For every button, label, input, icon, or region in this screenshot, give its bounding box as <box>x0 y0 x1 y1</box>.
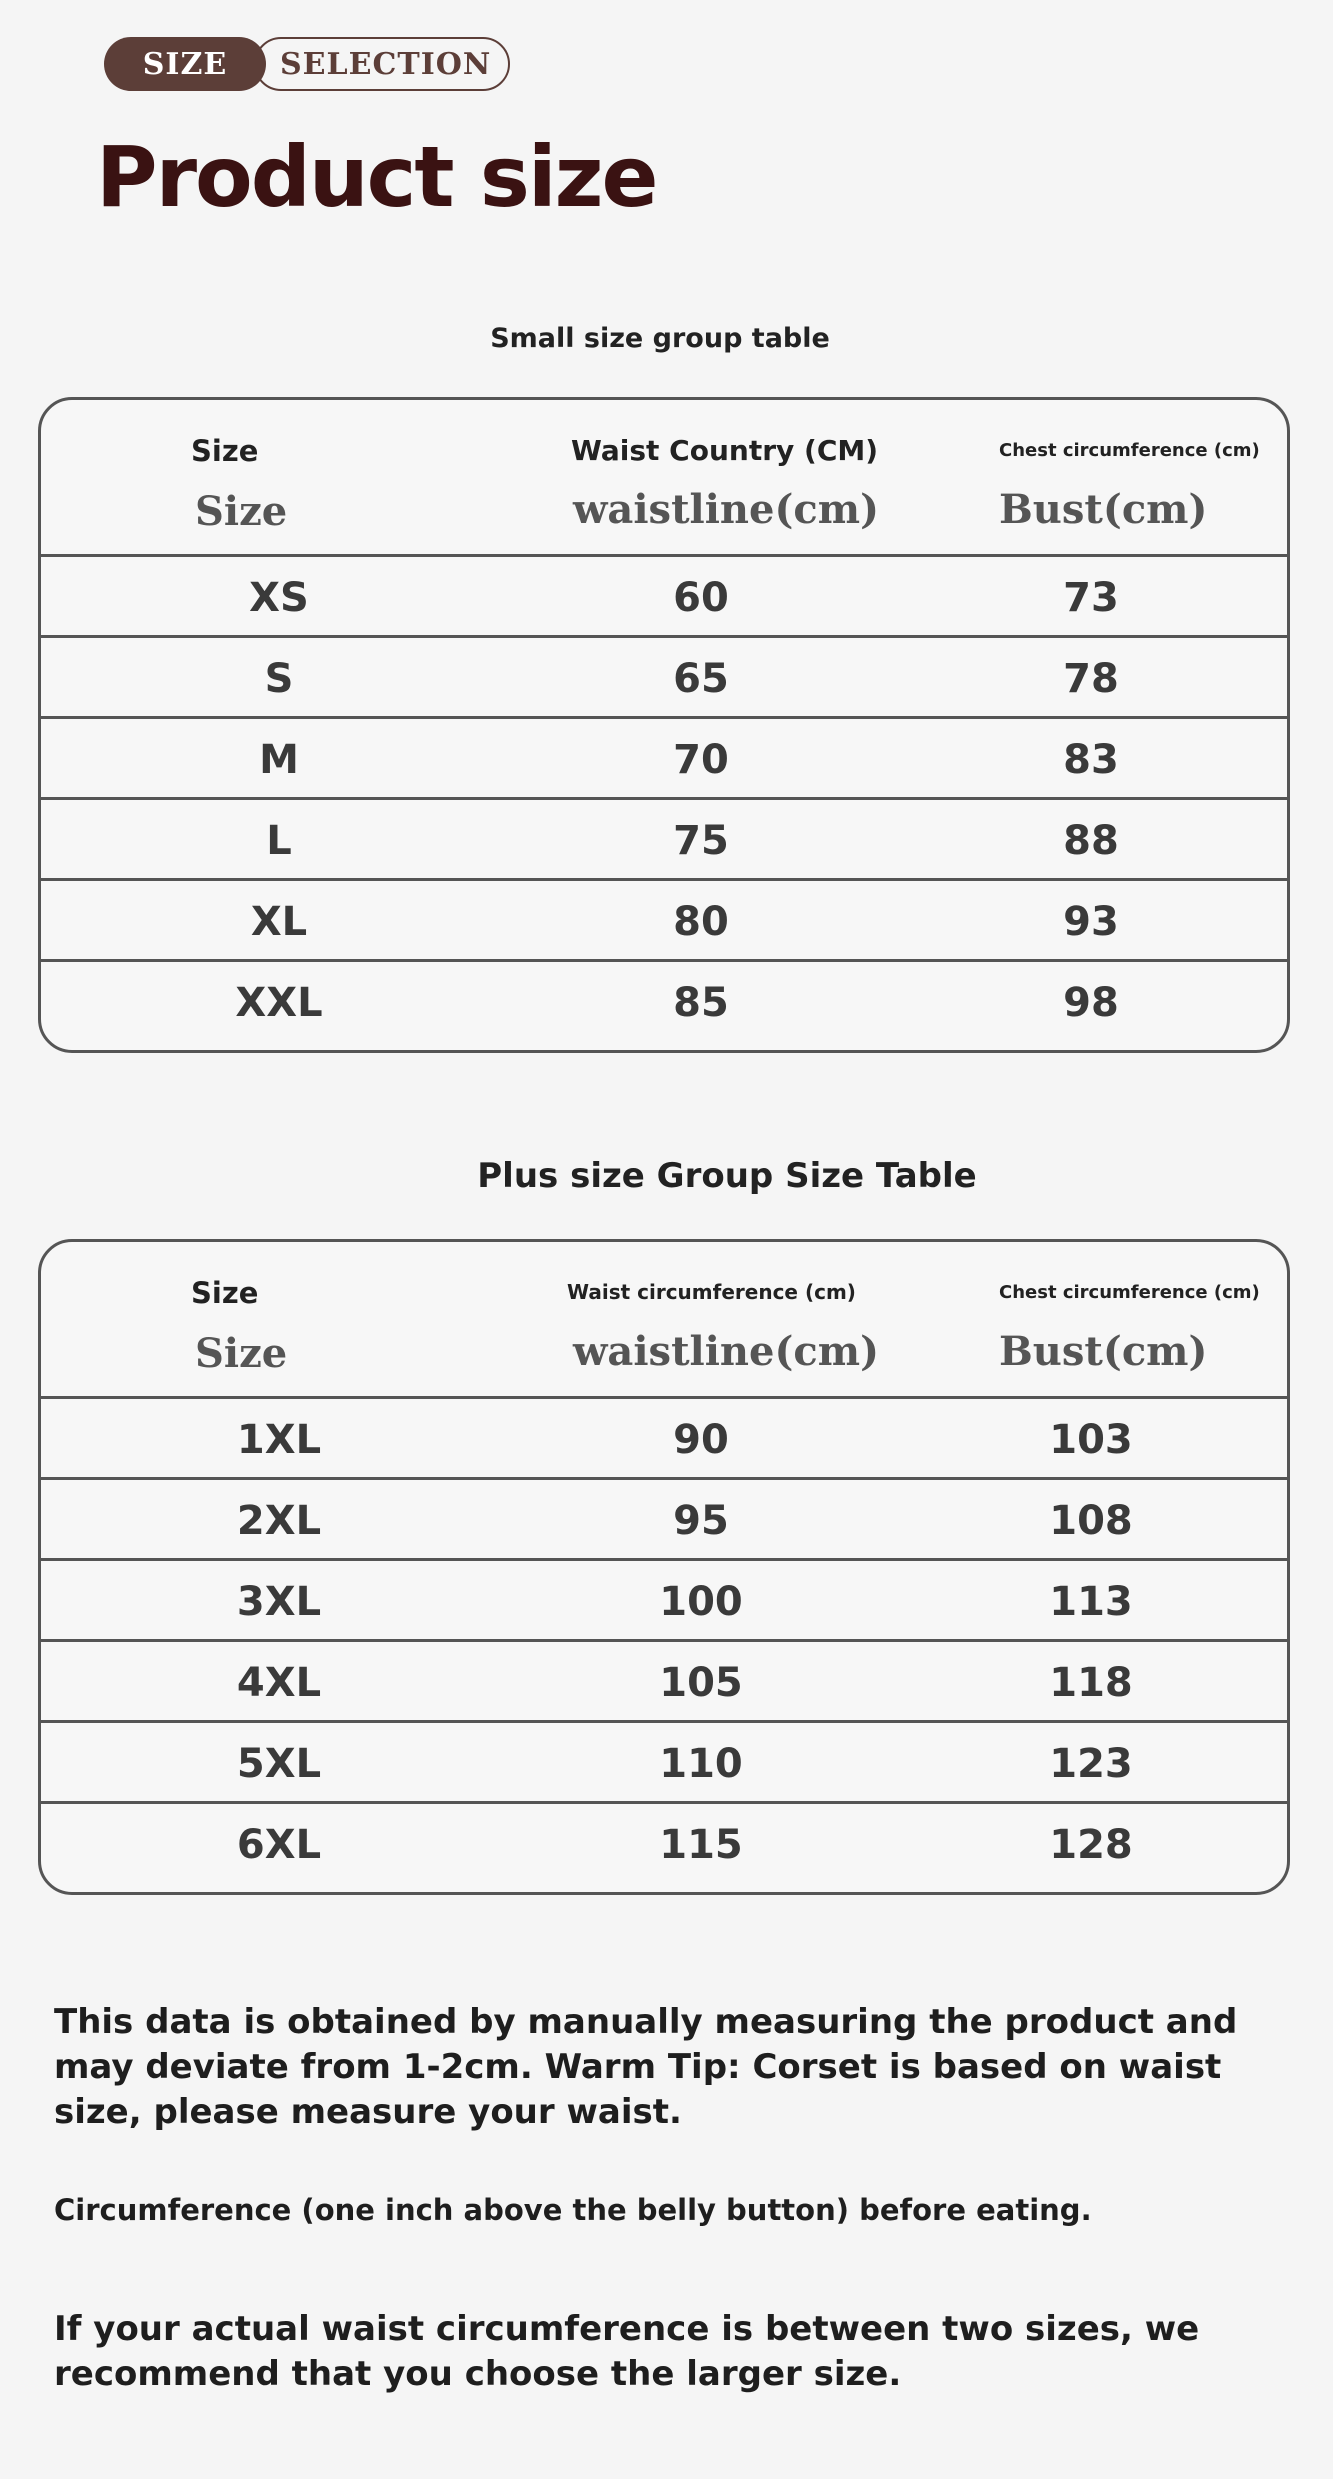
size-label: SIZE <box>142 46 228 82</box>
size-cell: 6XL <box>236 1821 322 1868</box>
bust-column-header <box>861 400 1290 557</box>
size-cell: XL <box>250 898 308 945</box>
size-cell: XS <box>249 574 309 621</box>
size-cell: 2XL <box>236 1497 322 1544</box>
table-row <box>41 1642 1287 1723</box>
waist-cell: 65 <box>673 655 729 702</box>
bust-column-header <box>861 1242 1290 1399</box>
size-cell: L <box>266 817 292 864</box>
waist-cell: 85 <box>673 979 729 1026</box>
size-pill <box>104 37 266 91</box>
size-column-header <box>41 1242 441 1399</box>
plus-size-table <box>38 1239 1290 1895</box>
waist-column-header <box>441 1242 879 1399</box>
size-header-sublabel: Size <box>195 1330 288 1377</box>
waist-cell: 70 <box>673 736 729 783</box>
bust-cell: 103 <box>1049 1416 1133 1463</box>
table-row <box>41 638 1287 719</box>
size-cell: 1XL <box>236 1416 322 1463</box>
bust-cell: 98 <box>1063 979 1119 1026</box>
waist-cell: 105 <box>659 1659 743 1706</box>
table-row <box>41 557 1287 638</box>
size-cell: 3XL <box>236 1578 322 1625</box>
size-cell: XXL <box>235 979 323 1026</box>
size-header-sublabel: Size <box>195 488 288 535</box>
page-title: Product size <box>96 128 657 226</box>
table-row <box>41 1723 1287 1804</box>
bust-header-label: Chest circumference (cm) <box>999 1282 1260 1303</box>
waist-header-label: Waist Country (CM) <box>571 434 879 467</box>
size-header-label: Size <box>191 1276 259 1310</box>
waist-cell: 100 <box>659 1578 743 1625</box>
table-row <box>41 719 1287 800</box>
size-selection-badge <box>104 37 510 91</box>
bust-cell: 128 <box>1049 1821 1133 1868</box>
selection-label: SELECTION <box>280 46 492 82</box>
waist-cell: 80 <box>673 898 729 945</box>
size-cell: 4XL <box>236 1659 322 1706</box>
table-row <box>41 1561 1287 1642</box>
bust-cell: 123 <box>1049 1740 1133 1787</box>
size-cell: M <box>259 736 299 783</box>
table-row <box>41 1399 1287 1480</box>
bust-header-label: Chest circumference (cm) <box>999 440 1260 461</box>
bust-cell: 108 <box>1049 1497 1133 1544</box>
waist-cell: 90 <box>673 1416 729 1463</box>
small-size-table <box>38 397 1290 1053</box>
size-recommendation-note: If your actual waist circumference is between two sizes, we recommend that you choose the larger size. <box>54 2309 1200 2394</box>
size-cell: S <box>264 655 294 702</box>
bust-cell: 118 <box>1049 1659 1133 1706</box>
table-row <box>41 1480 1287 1561</box>
size-column-header <box>41 400 441 557</box>
waist-cell: 115 <box>659 1821 743 1868</box>
bust-cell: 113 <box>1049 1578 1133 1625</box>
bust-cell: 73 <box>1063 574 1119 621</box>
table-row <box>41 800 1287 881</box>
small-table-title: Small size group table <box>490 323 830 354</box>
waist-header-sublabel: waistline(cm) <box>573 1328 879 1375</box>
waist-header-label: Waist circumference (cm) <box>567 1280 856 1304</box>
waist-cell: 60 <box>673 574 729 621</box>
size-header-label: Size <box>191 434 259 468</box>
size-cell: 5XL <box>236 1740 322 1787</box>
waist-cell: 95 <box>673 1497 729 1544</box>
bust-cell: 88 <box>1063 817 1119 864</box>
circumference-note: Circumference (one inch above the belly button) before eating. <box>54 2193 1092 2227</box>
plus-table-title: Plus size Group Size Table <box>477 1156 977 1196</box>
bust-cell: 93 <box>1063 898 1119 945</box>
bust-cell: 78 <box>1063 655 1119 702</box>
table-row <box>41 1804 1287 1885</box>
waist-header-sublabel: waistline(cm) <box>573 486 879 533</box>
table-row <box>41 881 1287 962</box>
waist-cell: 110 <box>659 1740 743 1787</box>
measurement-note: This data is obtained by manually measuring the product and may deviate from 1-2cm. Warm Tip: Corset is based on waist size, please measure your waist. <box>54 2002 1238 2132</box>
waist-column-header <box>441 400 879 557</box>
selection-pill <box>254 37 510 91</box>
bust-cell: 83 <box>1063 736 1119 783</box>
table-header <box>41 400 1287 557</box>
table-header <box>41 1242 1287 1399</box>
table-row <box>41 962 1287 1043</box>
bust-header-sublabel: Bust(cm) <box>999 486 1208 533</box>
waist-cell: 75 <box>673 817 729 864</box>
bust-header-sublabel: Bust(cm) <box>999 1328 1208 1375</box>
